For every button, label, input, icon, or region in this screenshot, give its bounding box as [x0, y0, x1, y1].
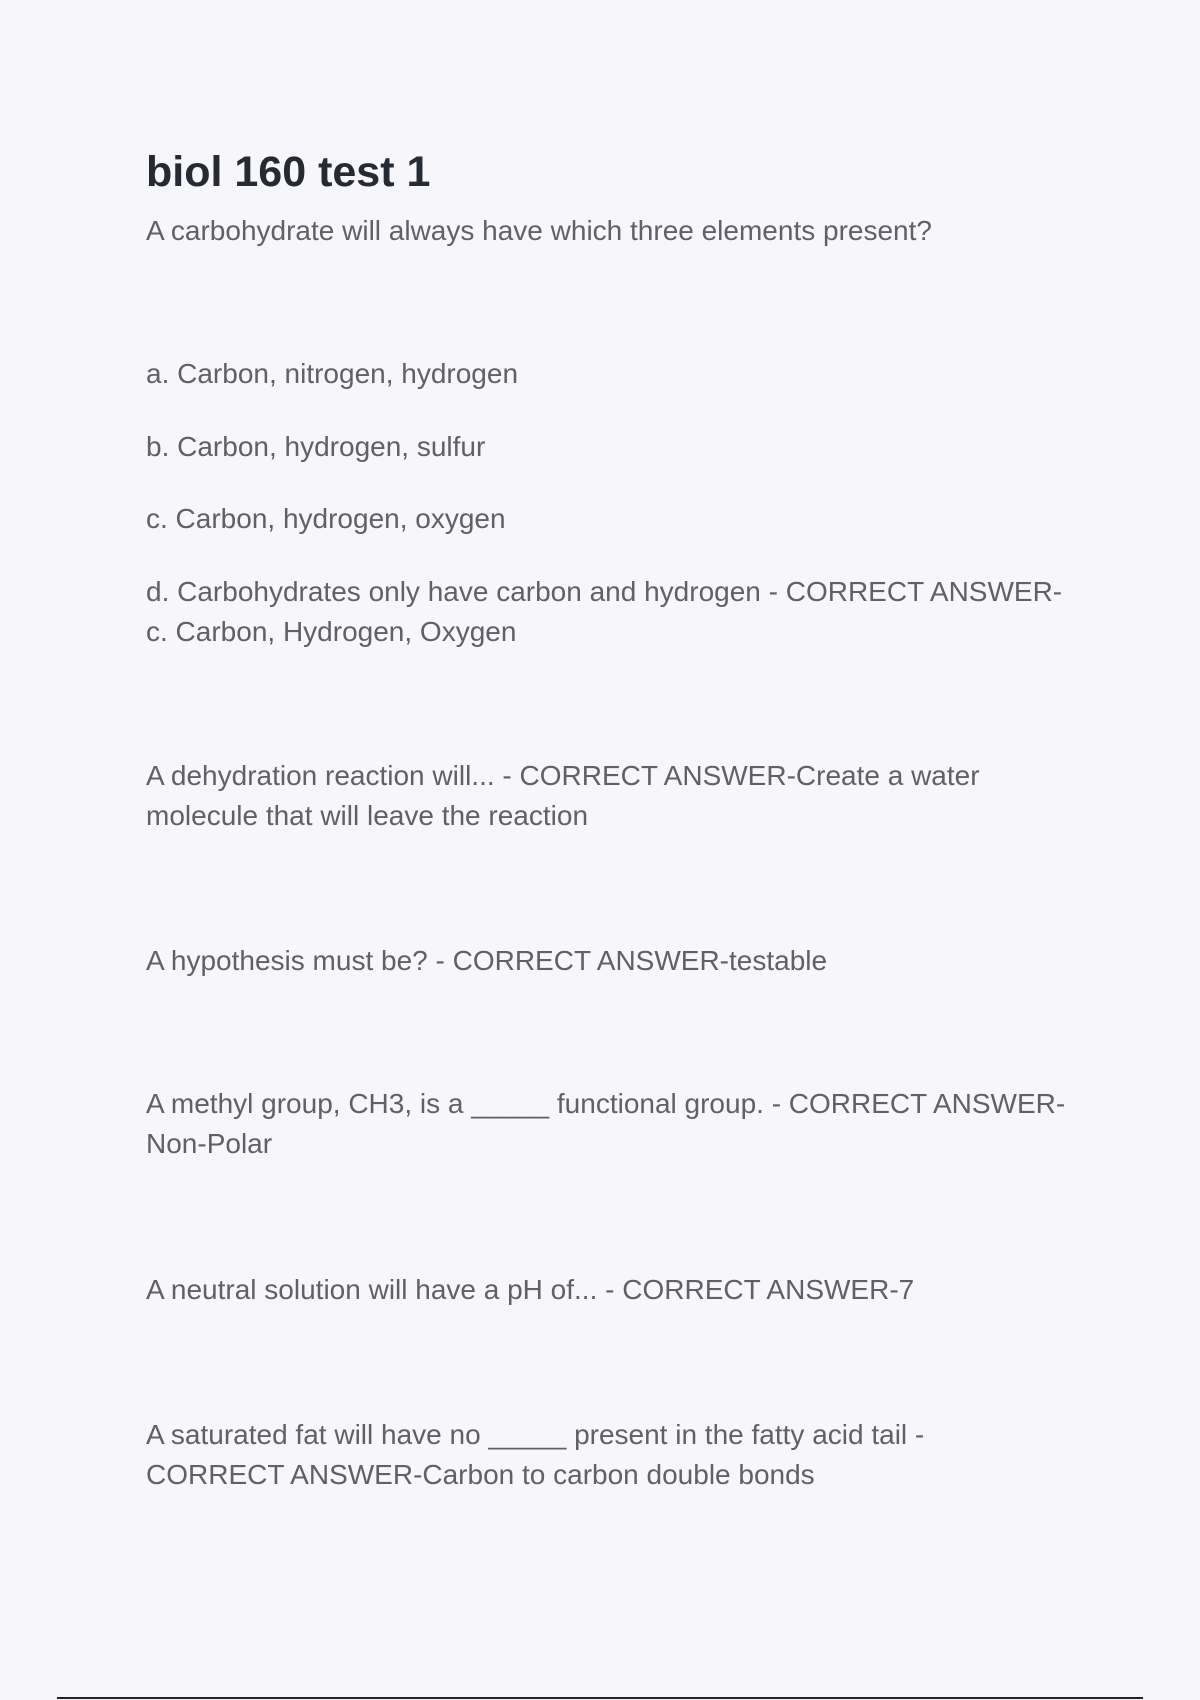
question-6: A saturated fat will have no _____ present in the fatty acid tail - CORRECT ANSWER-Carbon to carbon double bonds: [146, 1419, 925, 1490]
document-title: biol 160 test 1: [146, 148, 431, 196]
page-divider: [57, 1697, 1143, 1699]
question-2: A dehydration reaction will... - CORRECT ANSWER-Create a water molecule that will leave the reaction: [146, 760, 980, 831]
question-1-option-d: d. Carbohydrates only have carbon and hydrogen - CORRECT ANSWER-c. Carbon, Hydrogen, Oxygen: [146, 576, 1063, 647]
question-1-option-b: b. Carbon, hydrogen, sulfur: [146, 431, 486, 462]
question-5: A neutral solution will have a pH of... - CORRECT ANSWER-7: [146, 1274, 915, 1305]
question-1-option-a: a. Carbon, nitrogen, hydrogen: [146, 358, 519, 389]
question-4: A methyl group, CH3, is a _____ functional group. - CORRECT ANSWER-Non-Polar: [146, 1088, 1066, 1159]
question-3: A hypothesis must be? - CORRECT ANSWER-testable: [146, 945, 828, 976]
question-1-text: A carbohydrate will always have which three elements present?: [146, 215, 932, 246]
question-1-option-c: c. Carbon, hydrogen, oxygen: [146, 503, 506, 534]
